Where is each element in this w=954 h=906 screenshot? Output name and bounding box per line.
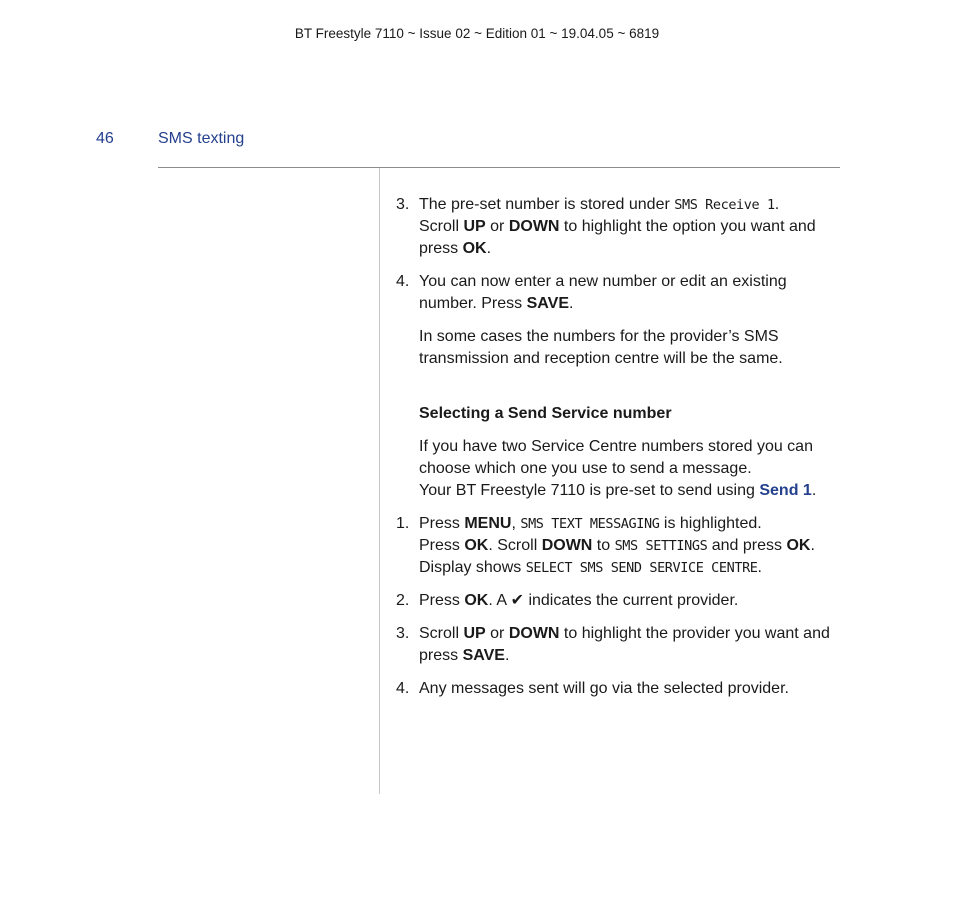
key-name: OK <box>464 592 489 609</box>
send-step-2 <box>396 590 842 612</box>
key-name: OK <box>462 240 487 257</box>
step-text: Press OK. A ✔ indicates the current provider. <box>419 592 739 609</box>
step-text: Press MENU, SMS TEXT MESSAGING is highlighted. <box>419 515 762 532</box>
page-number: 46 <box>96 130 114 147</box>
display-text: SMS Receive 1 <box>674 197 775 213</box>
receive-note: In some cases the numbers for the provider’s SMS transmission and reception centre will be the same. <box>419 328 783 367</box>
key-name: MENU <box>464 515 512 532</box>
running-header: BT Freestyle 7110 ~ Issue 02 ~ Edition 01 ~ 19.04.05 ~ 6819 <box>294 26 660 41</box>
step-number: 3. <box>396 196 410 213</box>
key-name: SAVE <box>526 295 569 312</box>
step-text: You can now enter a new number or edit an existing number. Press SAVE. <box>419 273 787 312</box>
key-name: OK <box>464 537 489 554</box>
receive-step-4 <box>396 271 842 315</box>
step-number: 1. <box>396 515 410 532</box>
display-text: SMS TEXT MESSAGING <box>520 516 660 532</box>
step-number: 3. <box>396 625 410 642</box>
key-name: UP <box>463 625 486 642</box>
send-step-1 <box>396 513 842 579</box>
send-step-4 <box>396 678 842 700</box>
step-number: 4. <box>396 680 410 697</box>
checkmark-icon: ✔ <box>510 592 524 609</box>
send-step-3 <box>396 623 842 667</box>
key-name: DOWN <box>508 218 560 235</box>
key-name: UP <box>463 218 486 235</box>
key-name: SAVE <box>462 647 505 664</box>
step-text: The pre-set number is stored under SMS Receive 1. <box>419 196 780 213</box>
step-text: Any messages sent will go via the selected provider. <box>419 680 789 697</box>
column-divider <box>379 168 380 794</box>
section-title: SMS texting <box>158 130 245 147</box>
display-text: SELECT SMS SEND SERVICE CENTRE <box>525 560 758 576</box>
top-rule <box>158 167 840 168</box>
step-text: Display shows SELECT SMS SEND SERVICE CENTRE. <box>419 559 762 576</box>
display-text: SMS SETTINGS <box>614 538 708 554</box>
key-name: OK <box>786 537 811 554</box>
step-number: 4. <box>396 273 410 290</box>
section-subheading: Selecting a Send Service number <box>419 405 672 422</box>
receive-step-3 <box>396 194 842 260</box>
intro-paragraph: If you have two Service Centre numbers stored you can choose which one you use to send a message. Your BT Freestyle 7110 is pre-set to send using Send 1. <box>419 438 817 499</box>
step-text: Press OK. Scroll DOWN to SMS SETTINGS and press OK. <box>419 537 815 554</box>
key-name: DOWN <box>541 537 593 554</box>
key-name: DOWN <box>508 625 560 642</box>
preset-provider: Send 1 <box>759 482 812 499</box>
step-text: Scroll UP or DOWN to highlight the provider you want and press SAVE. <box>419 625 830 664</box>
step-number: 2. <box>396 592 410 609</box>
step-text: Scroll UP or DOWN to highlight the option you want and press OK. <box>419 218 816 257</box>
main-content <box>396 194 842 700</box>
